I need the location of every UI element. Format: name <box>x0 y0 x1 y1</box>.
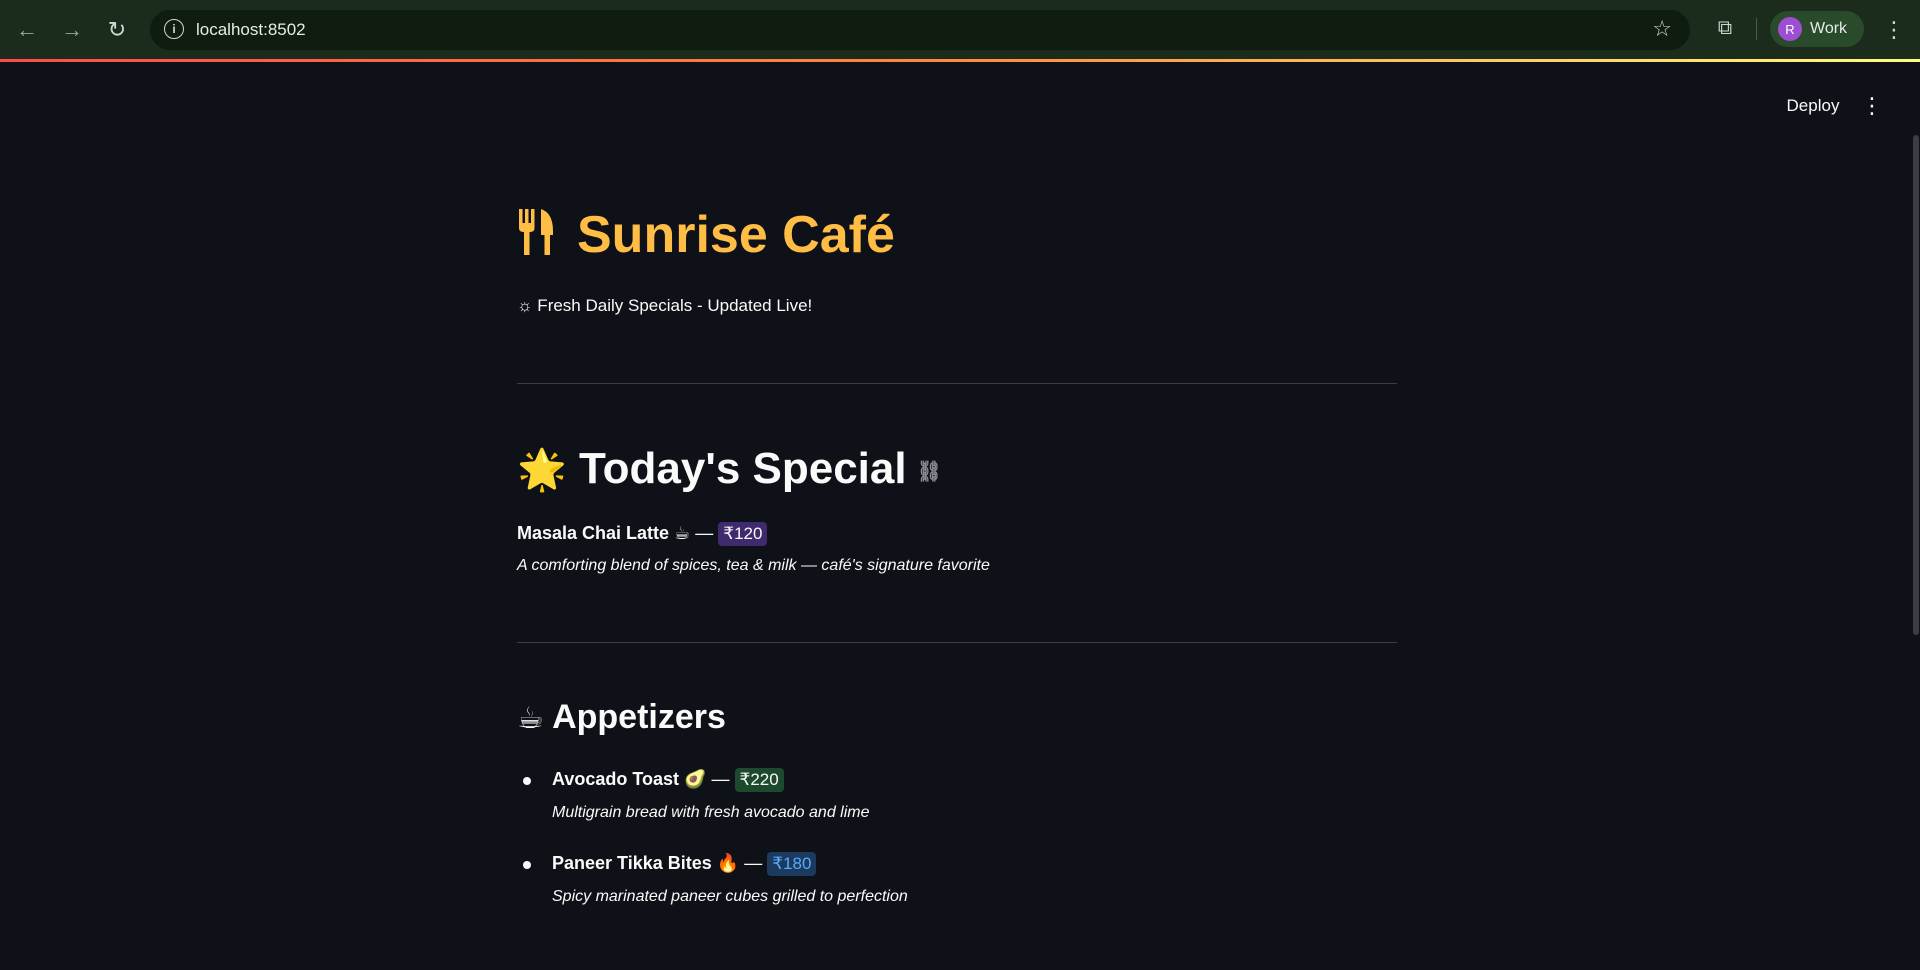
browser-menu-icon[interactable]: ⋮ <box>1883 17 1905 42</box>
star-icon: 🌟 <box>517 448 567 492</box>
divider <box>517 383 1397 384</box>
back-icon[interactable]: ← <box>16 17 38 42</box>
list-item <box>552 768 784 792</box>
list-item <box>552 852 816 876</box>
anchor-link-icon[interactable]: ⛓ <box>916 460 942 483</box>
divider <box>517 642 1397 643</box>
deploy-button[interactable]: Deploy <box>1786 96 1840 115</box>
reload-icon[interactable]: ↻ <box>107 17 127 42</box>
page-title <box>517 205 895 268</box>
list-bullet <box>523 777 531 785</box>
app-menu-icon[interactable]: ⋮ <box>1861 93 1883 118</box>
heading-text: Appetizers <box>552 698 726 736</box>
address-bar[interactable] <box>150 10 1690 50</box>
fire-icon: 🔥 <box>716 853 740 873</box>
browser-toolbar <box>0 0 1920 59</box>
forward-icon[interactable]: → <box>61 17 83 42</box>
special-description: A comforting blend of spices, tea & milk — café's signature favorite <box>517 557 990 574</box>
item-name: Avocado Toast <box>552 769 680 789</box>
list-bullet <box>523 861 531 869</box>
special-item <box>517 522 767 546</box>
url-text[interactable]: localhost:8502 <box>196 20 306 39</box>
title-text: Sunrise Café <box>577 206 895 264</box>
profile-label: Work <box>1810 20 1848 37</box>
appetizers-heading <box>517 698 726 737</box>
todays-special-heading <box>517 444 942 494</box>
tagline: ☼ Fresh Daily Specials - Updated Live! <box>517 296 813 315</box>
dash: — <box>711 769 730 789</box>
item-description: Spicy marinated paneer cubes grilled to perfection <box>552 888 908 905</box>
extensions-icon[interactable]: ⧉ <box>1717 16 1733 39</box>
price-badge: ₹180 <box>767 852 816 876</box>
item-name: Masala Chai Latte <box>517 523 670 543</box>
avatar: R <box>1778 17 1802 41</box>
site-info-icon[interactable]: i <box>164 19 184 39</box>
price-badge: ₹220 <box>735 768 784 792</box>
coffee-icon: ☕ <box>674 523 691 543</box>
scrollbar[interactable] <box>1913 135 1919 635</box>
price-badge: ₹120 <box>718 522 767 546</box>
fork-knife-icon <box>517 208 567 268</box>
avocado-icon: 🥑 <box>684 769 707 789</box>
bookmark-star-icon[interactable]: ☆ <box>1652 16 1672 41</box>
item-description: Multigrain bread with fresh avocado and lime <box>552 804 870 821</box>
dash: — <box>695 523 714 543</box>
profile-button[interactable] <box>1770 11 1864 47</box>
heading-text: Today's Special <box>579 444 907 493</box>
toolbar-divider <box>1756 18 1757 40</box>
coffee-icon: ☕ <box>517 702 544 735</box>
item-name: Paneer Tikka Bites <box>552 853 712 873</box>
dash: — <box>744 853 763 873</box>
app-decoration-bar <box>0 59 1920 62</box>
